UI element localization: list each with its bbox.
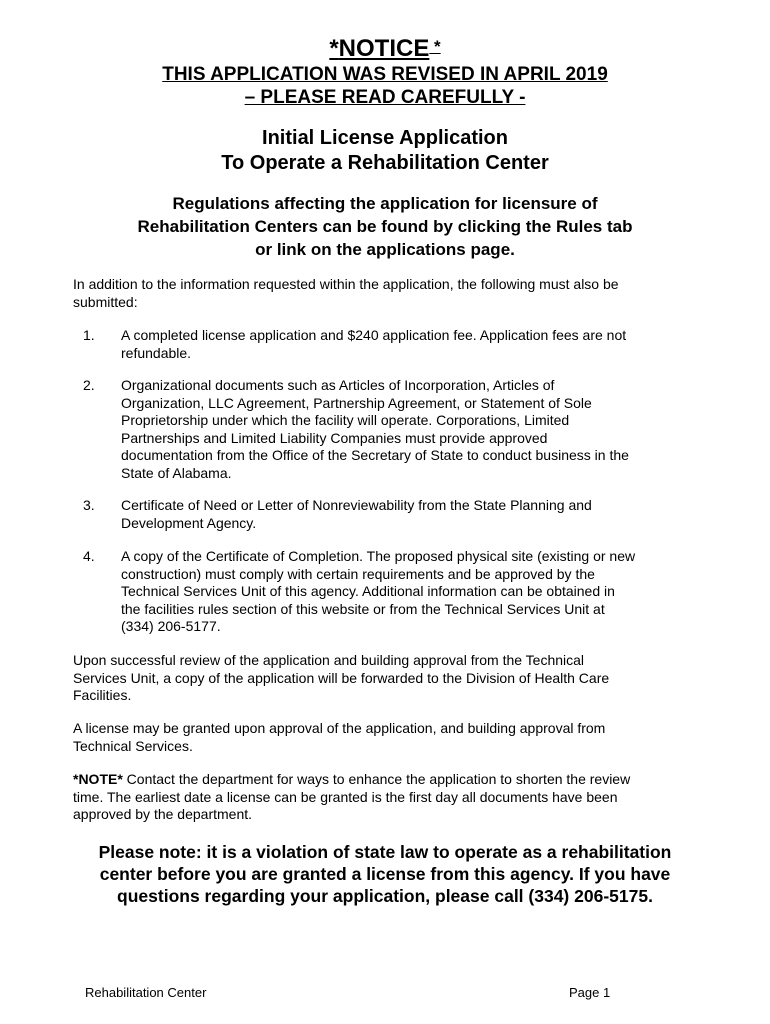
requirement-number: 3. [83,497,95,513]
note-line-1-text: Contact the department for ways to enhance the application to shorten the review [122,771,631,787]
requirement-text [121,497,711,532]
regulations-line-1: Regulations affecting the application for licensure of [172,194,598,213]
note-paragraph [73,771,713,824]
review-line: Facilities. [73,687,132,703]
revision-line-1: THIS APPLICATION WAS REVISED IN APRIL 2019 [162,64,608,85]
requirement-line: Partnerships and Limited Liability Companies must provide approved [121,429,548,446]
requirement-number: 4. [83,548,95,564]
regulations-line-2: Rehabilitation Centers can be found by clicking the Rules tab [137,217,633,236]
footer-document-name: Rehabilitation Center [85,985,207,1000]
requirement-line: Proprietorship under which the facility will operate. Corporations, Limited [121,412,570,428]
requirement-number: 1. [83,327,95,343]
note-label: *NOTE* [73,771,123,787]
requirement-line: State of Alabama. [121,464,232,481]
note-line-3: approved by the department. [73,806,253,822]
title-line-1: Initial License Application [262,127,508,149]
revision-notice [0,63,770,109]
requirement-text [121,327,711,362]
license-line: Technical Services. [73,737,193,754]
requirement-line: (334) 206-5177. [121,618,221,634]
revision-line-2: – PLEASE READ CAREFULLY - [244,87,526,108]
review-line: Services Unit, a copy of the application will be forwarded to the Division of Health Care [73,669,610,686]
requirement-line: the facilities rules section of this website or from the Technical Services Unit at [121,600,605,617]
requirement-line: Organization, LLC Agreement, Partnership Agreement, or Statement of Sole [121,394,592,411]
title-line-2: To Operate a Rehabilitation Center [221,152,549,174]
review-line: Upon successful review of the application and building approval from the Technical [73,652,585,668]
regulations-notice [0,192,770,261]
please-note-line-1: Please note: it is a violation of state law to operate as a rehabilitation [98,842,672,862]
intro-line-1: In addition to the information requested within the application, the following must also be [73,276,619,292]
requirement-line: documentation from the Office of the Secretary of State to conduct business in the [121,447,629,463]
please-note-warning [0,841,770,907]
requirement-line: A completed license application and $240 application fee. Application fees are not [121,327,627,343]
requirement-text [121,377,711,482]
license-line: A license may be granted upon approval of the application, and building approval from [73,720,606,736]
review-paragraph [73,652,713,705]
requirement-number: 2. [83,377,95,393]
requirement-line: Development Agency. [121,514,257,531]
requirement-text [121,548,711,636]
intro-paragraph [73,276,713,311]
notice-star-open: * [329,35,339,62]
notice-word: NOTICE [338,35,430,62]
requirement-line: refundable. [121,344,192,361]
intro-line-2: submitted: [73,293,138,310]
requirement-line: Technical Services Unit of this agency. Additional information can be obtained in [121,583,615,599]
regulations-line-3: or link on the applications page. [255,240,515,259]
please-note-line-2: center before you are granted a license from this agency. If you have [99,864,671,884]
note-line-1 [73,771,713,789]
document-title [0,126,770,176]
footer-page-number: Page 1 [569,985,611,1000]
requirement-line: construction) must comply with certain requirements and be approved by the [121,565,595,582]
requirement-line: Certificate of Need or Letter of Nonreviewability from the State Planning and [121,497,592,513]
license-paragraph [73,720,713,755]
requirement-line: A copy of the Certificate of Completion. The proposed physical site (existing or new [121,548,636,564]
note-line-2: time. The earliest date a license can be granted is the first day all documents have been [73,788,618,805]
notice-star-close: * [429,37,441,56]
requirement-line: Organizational documents such as Articles of Incorporation, Articles of [121,377,555,393]
please-note-line-3: questions regarding your application, please call (334) 206-5175. [117,886,653,906]
notice-heading [0,33,770,63]
